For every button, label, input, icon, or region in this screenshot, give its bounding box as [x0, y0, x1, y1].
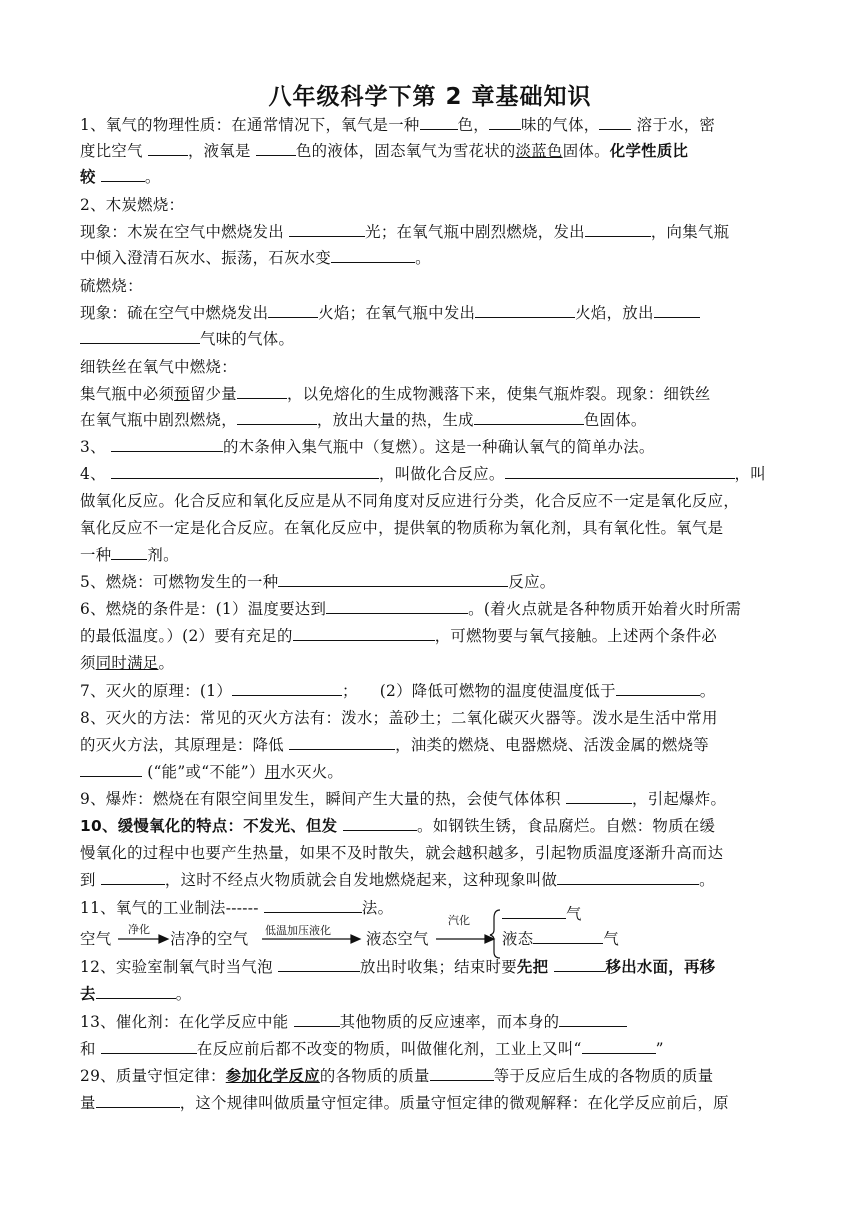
text-line-22: 7、灭火的原理：(1） ； (2）降低可燃物的温度使温度低于 。: [80, 682, 716, 700]
text-line-8: 现象：硫在空气中燃烧发出 火焰；在氧气瓶中发出 火焰，放出: [80, 303, 700, 323]
text-line-26: 9、爆炸：燃烧在有限空间里发生，瞬间产生大量的热，会使气体体积 ，引起爆炸。: [80, 790, 727, 808]
blank[interactable]: [582, 1039, 656, 1054]
text-line-5: 现象：木炭在空气中燃烧发出 光；在氧气瓶中剧烈燃烧，发出 ，向集气瓶: [80, 223, 730, 241]
text-line-3: 较 。: [80, 168, 161, 186]
arrow-label-liquefy: 低温加压液化: [265, 924, 331, 937]
brace-icon: [490, 910, 500, 958]
text-line-23: 8、灭火的方法：常见的灭火方法有：泼水；盖砂土；二氧化碳灭火器等。泼水是生活中常用: [80, 709, 718, 727]
arrowhead-icon: [159, 935, 168, 943]
text-line-27: 10、缓慢氧化的特点：不发光、但发 。如钢铁生锈，食品腐烂。自燃：物质在缓: [80, 817, 716, 835]
text-line-29: 到 ，这时不经点火物质就会自发地燃烧起来，这种现象叫做 。: [80, 871, 715, 889]
text-line-33: 去 。: [80, 985, 192, 1003]
text-line-24: 的灭火方法，其原理是：降低 ，油类的燃烧、电器燃烧、活泼金属的燃烧等: [80, 736, 709, 754]
blank[interactable]: [430, 1066, 494, 1081]
blank[interactable]: [278, 957, 360, 972]
text-line-6: 中倾入澄清石灰水、振荡，石灰水变 。: [80, 249, 431, 267]
page-title: 八年级科学下第 2 章基础知识: [268, 84, 592, 110]
text-line-36: 29、质量守恒定律：参加化学反应的各物质的质量 等于反应后生成的各物质的质量: [80, 1067, 714, 1085]
text-line-18: 5、燃烧：可燃物发生的一种 反应。: [80, 573, 556, 591]
blank[interactable]: [294, 1012, 340, 1027]
text-line-2: 度比空气 ，液氧是 色的液体，固态氧气为雪花状的淡蓝色固体。化学性质比: [80, 142, 689, 160]
text-line-34: 13、催化剂：在化学反应中能 其他物质的反应速率，而本身的: [80, 1012, 627, 1032]
blank[interactable]: [559, 1012, 627, 1027]
text-line-20: 的最低温度。）(2）要有充足的 ，可燃物要与氧气接触。上述两个条件必: [80, 627, 718, 645]
text-line-15: 做氧化反应。化合反应和氧化反应是从不同角度对反应进行分类，化合反应不一定是氧化反应，: [80, 492, 740, 510]
text-line-11: 集气瓶中必须预留少量 ，以免熔化的生成物溅落下来，使集气瓶炸裂。现象：细铁丝: [80, 385, 711, 403]
clean-air-label: 洁净的空气: [170, 930, 249, 948]
text-line-17: 一种 剂。: [80, 546, 179, 564]
text-line-19: 6、燃烧的条件是：(1）温度要达到 。(着火点就是各种物质开始着火时所需: [80, 600, 742, 618]
blank[interactable]: [554, 957, 606, 972]
liquid-output-line: 液态 气: [502, 930, 620, 948]
text-line-1: 1、氧气的物理性质：在通常情况下，氧气是一种 色， 味的气体， 溶于水，密: [80, 116, 716, 134]
blank[interactable]: [101, 1039, 197, 1054]
blank[interactable]: [96, 984, 176, 999]
text-line-14: 4、 ，叫做化合反应。 ，叫: [80, 465, 766, 483]
text-line-28: 慢氧化的过程中也要产生热量，如果不及时散失，就会越积越多，引起物质温度逐渐升高而达: [80, 844, 724, 862]
arrowhead-icon: [351, 935, 360, 943]
liquid-air-label: 液态空气: [366, 930, 429, 948]
text-line-35: 和 在反应前后都不改变的物质，叫做催化剂，工业上又叫“ ”: [80, 1040, 664, 1058]
text-line-7: 硫燃烧：: [80, 277, 143, 295]
text-line-10: 细铁丝在氧气中燃烧：: [80, 358, 237, 376]
text-line-25: (“能”或“不能”）用水灭火。: [80, 762, 343, 782]
text-line-13: 3、 的木条伸入集气瓶中（复燃）。这是一种确认氧气的简单办法。: [80, 438, 655, 456]
text-line-9: 气味的气体。: [80, 329, 294, 349]
text-line-4: 2、木炭燃烧：: [80, 196, 185, 214]
blank[interactable]: [96, 1093, 180, 1108]
text-line-30: 11、氧气的工业制法------ 法。: [80, 899, 394, 917]
text-line-37: 量 ，这个规律叫做质量守恒定律。质量守恒定律的微观解释：在化学反应前后，原: [80, 1094, 729, 1112]
text-line-12: 在氧气瓶中剧烈燃烧， ，放出大量的热，生成 色固体。: [80, 411, 647, 429]
arrow-label-purify: 净化: [128, 923, 150, 936]
process-line: 空气: [80, 930, 112, 948]
text-line-16: 氧化反应不一定是化合反应。在氧化反应中，提供氧的物质称为氧化剂，具有氧化性。氧气是: [80, 519, 724, 537]
gas-output-line: 气: [502, 904, 582, 924]
arrow-label-vaporize: 汽化: [448, 914, 470, 927]
text-line-21: 须同时满足。: [80, 654, 175, 672]
text-line-32: 12、实验室制氧气时当气泡 放出时收集；结束时要先把 移出水面，再移: [80, 958, 716, 976]
